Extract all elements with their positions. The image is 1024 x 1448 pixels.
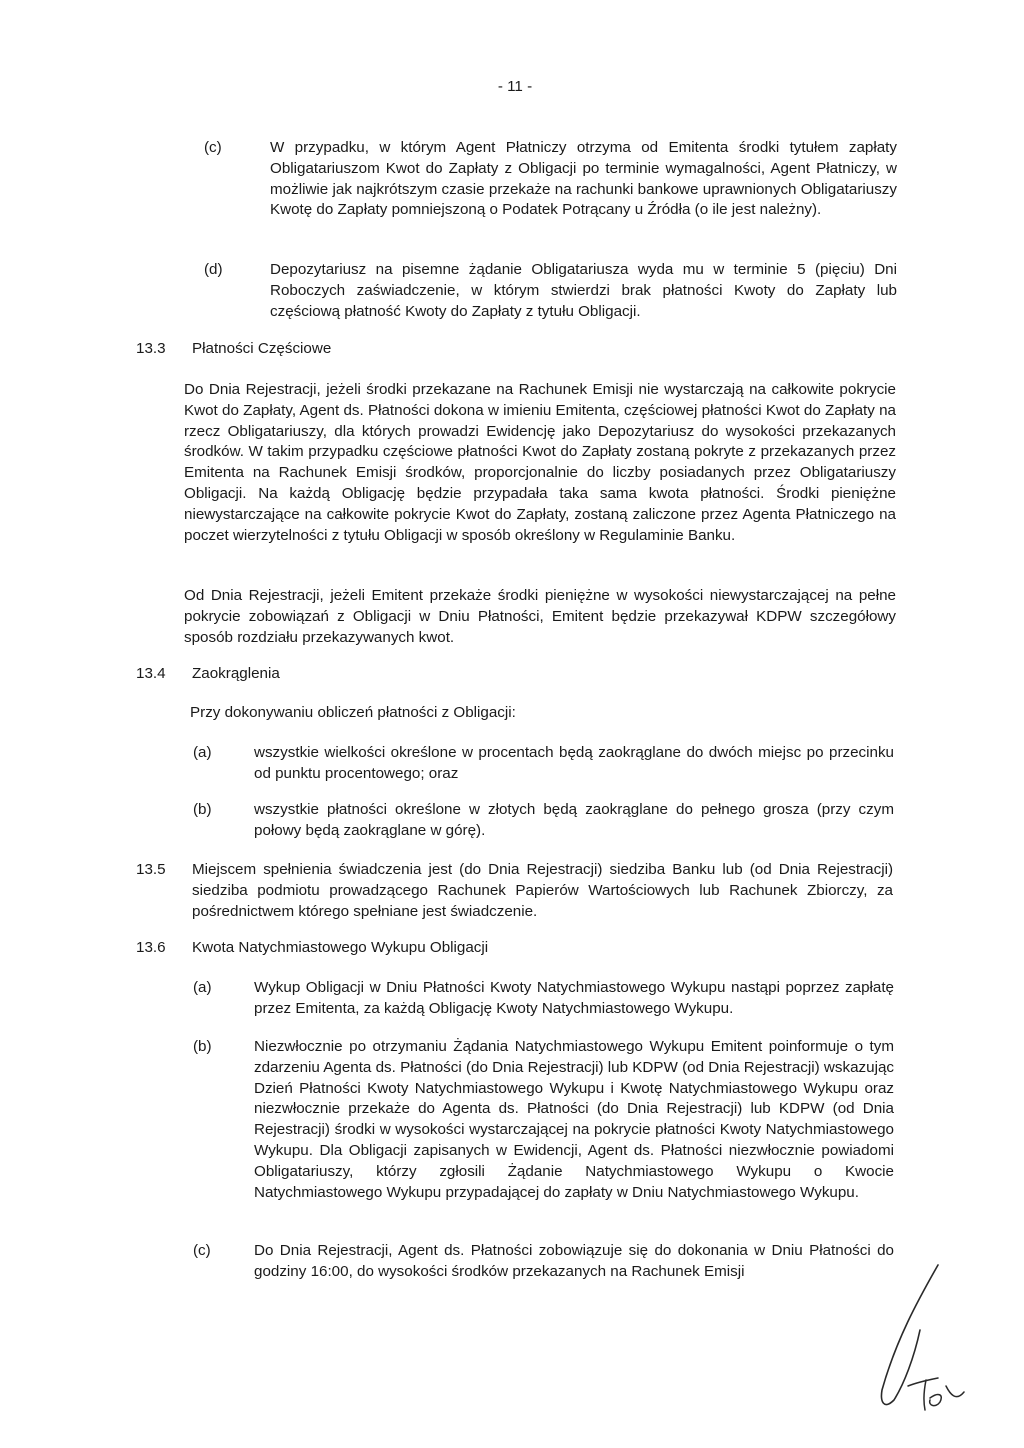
paragraph-13-6-b <box>254 1037 894 1203</box>
section-intro-13-4: Przy dokonywaniu obliczeń płatności z Obligacji: <box>190 704 516 721</box>
paragraph-text: Wykup Obligacji w Dniu Płatności Kwoty Natychmiastowego Wykupu nastąpi poprzez zapłatę przez Emitenta, za każdą Obligację Kwoty Natychmiastowego Wykupu. <box>254 979 894 1017</box>
item-label-d: (d) <box>204 261 223 278</box>
section-heading-13-3: Płatności Częściowe <box>192 340 332 357</box>
item-label-b: (b) <box>193 1038 212 1055</box>
section-number-13-6: 13.6 <box>136 939 166 956</box>
paragraph-13-4-a <box>254 743 894 785</box>
paragraph-text: W przypadku, w którym Agent Płatniczy otrzyma od Emitenta środki tytułem zapłaty Obligatariuszom Kwot do Zapłaty z Obligacji po terminie wymagalności, Agent Płatniczy, w możliwie jak najkrótszym czasie przekaże na rachunki bankowe uprawnionych Obligatariuszy Kwotę do Zapłaty pomniejszoną o Podatek Potrącany u Źródła (o ile jest należny). <box>270 139 897 219</box>
paragraph-13-4-b <box>254 800 894 842</box>
paragraph-text: wszystkie płatności określone w złotych będą zaokrąglane do pełnego grosza (przy czym połowy będą zaokrąglane w górę). <box>254 801 894 839</box>
signature-icon <box>868 1260 968 1420</box>
paragraph-text: Od Dnia Rejestracji, jeżeli Emitent przekaże środki pieniężne w wysokości niewystarczającej na pełne pokrycie zobowiązań z Obligacji w Dniu Płatności, Emitent będzie przekazywał KDPW szczegółowy sposób rozdziału przekazywanych kwot. <box>184 587 896 646</box>
paragraph-text: wszystkie wielkości określone w procentach będą zaokrąglane do dwóch miejsc po przecinku od punktu procentowego; oraz <box>254 744 894 782</box>
paragraph-text: Niezwłocznie po otrzymaniu Żądania Natychmiastowego Wykupu Emitent poinformuje o tym zdarzeniu Agenta ds. Płatności (do Dnia Rejestracji) lub KDPW (od Dnia Rejestracji) wskazując Dzień Płatności Kwoty Natychmiastowego Wykupu i Kwotę Natychmiastowego Wykupu oraz niezwłocznie przekaże do Agenta ds. Płatności (do Dnia Rejestracji) lub KDPW (od Dnia Rejestracji) środki w wysokości wystarczającej na pokrycie płatności Kwoty Natychmiastowego Wykupu. Dla Obligacji zapisanych w Ewidencji, Agent ds. Płatności niezwłocznie powiadomi Obligatariuszy, którzy zgłosili Żądanie Natychmiastowego Wykupu o Kwocie Natychmiastowego Wykupu przypadającej do zapłaty w Dniu Natychmiastowego Wykupu. <box>254 1038 894 1201</box>
item-label-a: (a) <box>193 979 212 996</box>
paragraph-text: Miejscem spełnienia świadczenia jest (do Dnia Rejestracji) siedziba Banku lub (od Dnia Rejestracji) siedziba podmiotu prowadzącego Rachunek Papierów Wartościowych lub Rachunek Zbiorczy, za pośrednictwem którego spełniane jest świadczenie. <box>192 861 893 920</box>
item-label-a: (a) <box>193 744 212 761</box>
item-label-c: (c) <box>193 1242 211 1259</box>
section-heading-13-4: Zaokrąglenia <box>192 665 280 682</box>
section-number-13-4: 13.4 <box>136 665 166 682</box>
section-number-13-3: 13.3 <box>136 340 166 357</box>
paragraph-text: Do Dnia Rejestracji, jeżeli środki przekazane na Rachunek Emisji nie wystarczają na całkowite pokrycie Kwot do Zapłaty, Agent ds. Płatności dokona w imieniu Emitenta, częściowej płatności Kwot do Zapłaty na rzecz Obligatariuszy, dla których prowadzi Ewidencję jako Depozytariusz do wysokości przekazanych środków. W takim przypadku częściowe płatności Kwot do Zapłaty zostaną pokryte z przekazanych przez Emitenta na Rachunek Emisji środków, proporcjonalnie do liczby posiadanych przez Obligatariuszy Obligacji. Na każdą Obligację będzie przypadała taka sama kwota płatności. Środki pieniężne niewystarczające na całkowite pokrycie Kwot do Zapłaty, zostaną zaliczone przez Agenta Płatniczego na poczet wierzytelności z tytułu Obligacji w sposób określony w Regulaminie Banku. <box>184 381 896 544</box>
paragraph-13-3-2 <box>184 586 896 648</box>
paragraph-13-6-a <box>254 978 894 1020</box>
paragraph-13-2-c <box>270 138 897 221</box>
page-number: - 11 - <box>497 78 533 95</box>
item-label-b: (b) <box>193 801 212 818</box>
paragraph-13-3-1 <box>184 380 896 546</box>
paragraph-13-6-c <box>254 1241 894 1283</box>
section-number-13-5: 13.5 <box>136 861 166 878</box>
item-label-c: (c) <box>204 139 222 156</box>
paragraph-13-5 <box>192 860 893 922</box>
paragraph-13-2-d <box>270 260 897 322</box>
section-heading-13-6: Kwota Natychmiastowego Wykupu Obligacji <box>192 939 489 956</box>
paragraph-text: Depozytariusz na pisemne żądanie Obligatariusza wyda mu w terminie 5 (pięciu) Dni Roboczych zaświadczenie, w którym stwierdzi brak płatności Kwoty do Zapłaty lub częściową płatność Kwoty do Zapłaty z tytułu Obligacji. <box>270 261 897 320</box>
paragraph-text: Do Dnia Rejestracji, Agent ds. Płatności zobowiązuje się do dokonania w Dniu Płatności do godziny 16:00, do wysokości środków przekazanych na Rachunek Emisji <box>254 1242 894 1280</box>
